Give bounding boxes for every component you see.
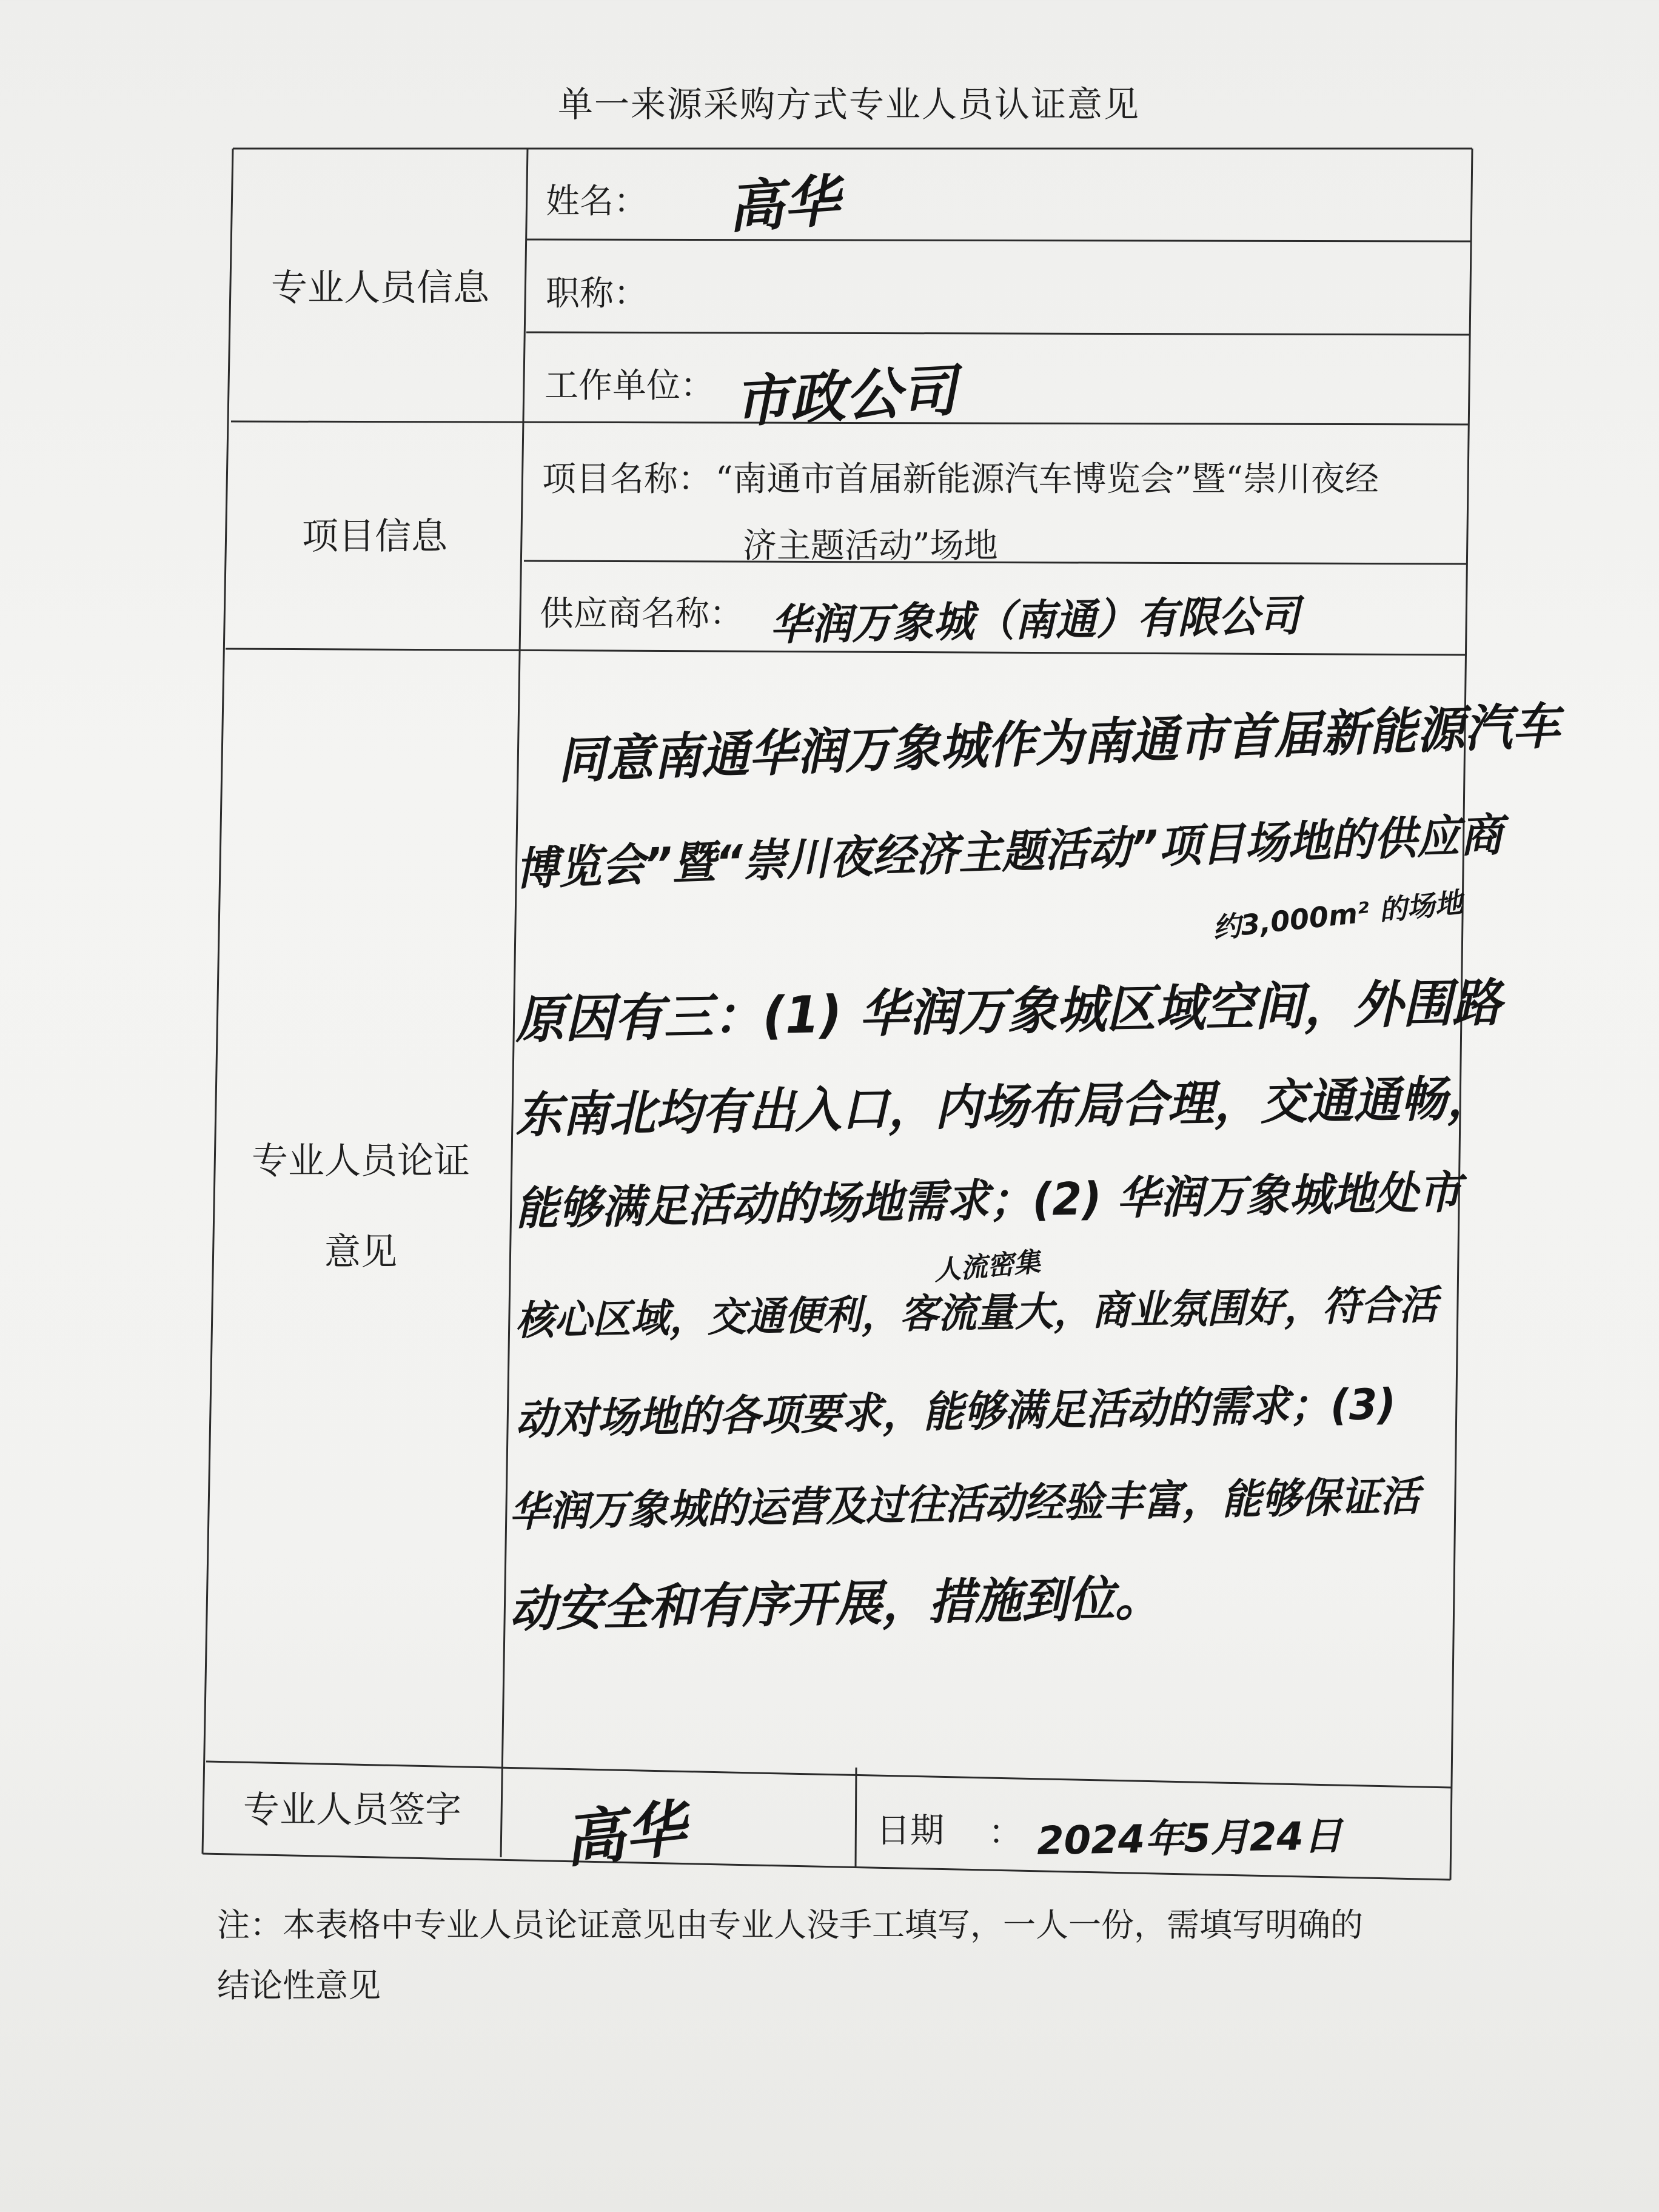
project-name-line2: 济主题活动”场地 — [743, 526, 998, 566]
section-opinion-label-line1: 专业人员论证 — [252, 1140, 470, 1182]
footnote-line2: 结论性意见 — [217, 1966, 381, 2005]
row-divider-title — [526, 332, 1470, 335]
table-border-left — [203, 149, 233, 1854]
handwritten-name: 高华 — [725, 168, 842, 241]
section-personnel-label: 专业人员信息 — [271, 267, 489, 309]
supplier-label: 供应商名称： — [540, 594, 743, 634]
opinion-line: 动安全和有序开展，措施到位。 — [509, 1570, 1162, 1638]
project-name-label: 项目名称： — [542, 460, 712, 499]
handwritten-date: 2024年5月24日 — [1036, 1814, 1343, 1864]
footnote-line1: 注：本表格中专业人员论证意见由专业人没手工填写，一人一份，需填写明确的 — [217, 1906, 1363, 1944]
employer-label: 工作单位： — [545, 366, 714, 406]
opinion-insert-area: 约3,000m² 的场地 — [1211, 885, 1464, 945]
section-project-label: 项目信息 — [302, 515, 447, 558]
date-colon: ： — [988, 1813, 1022, 1852]
handwritten-signature: 高华 — [560, 1792, 689, 1876]
date-label: 日期 — [876, 1811, 944, 1851]
opinion-line: 能够满足活动的场地需求；(2) 华润万象城地处市 — [515, 1166, 1462, 1235]
title-label: 职称： — [546, 274, 648, 313]
row-divider-name — [527, 240, 1471, 241]
form-title: 单一来源采购方式专业人员认证意见 — [557, 84, 1140, 125]
opinion-insert-crowd: 人流密集 — [933, 1246, 1042, 1287]
project-name-line1: “南通市首届新能源汽车博览会”暨“崇川夜经 — [716, 460, 1379, 499]
signature-label: 专业人员签字 — [243, 1789, 461, 1831]
opinion-line: 动对场地的各项要求，能够满足活动的需求；(3) — [515, 1379, 1396, 1444]
opinion-line: 原因有三：(1) 华润万象城区域空间，外围路 — [515, 973, 1502, 1050]
handwritten-employer: 市政公司 — [732, 358, 959, 435]
section-opinion-label — [212, 1116, 509, 1298]
name-label: 姓名： — [546, 182, 648, 221]
section-opinion-label-line2: 意见 — [324, 1231, 397, 1273]
opinion-line: 博览会”暨“崇川夜经济主题活动”项目场地的供应商 — [514, 809, 1504, 896]
opinion-line: 东南北均有出入口，内场布局合理，交通通畅， — [515, 1070, 1494, 1144]
opinion-line: 同意南通华润万象城作为南通市首届新能源汽车 — [557, 697, 1561, 790]
opinion-line: 核心区域，交通便利，客流量大，商业氛围好，符合活 — [515, 1281, 1438, 1344]
opinion-line: 华润万象城的运营及过往活动经验丰富，能够保证活 — [509, 1472, 1421, 1537]
handwritten-supplier: 华润万象城（南通）有限公司 — [769, 591, 1301, 650]
